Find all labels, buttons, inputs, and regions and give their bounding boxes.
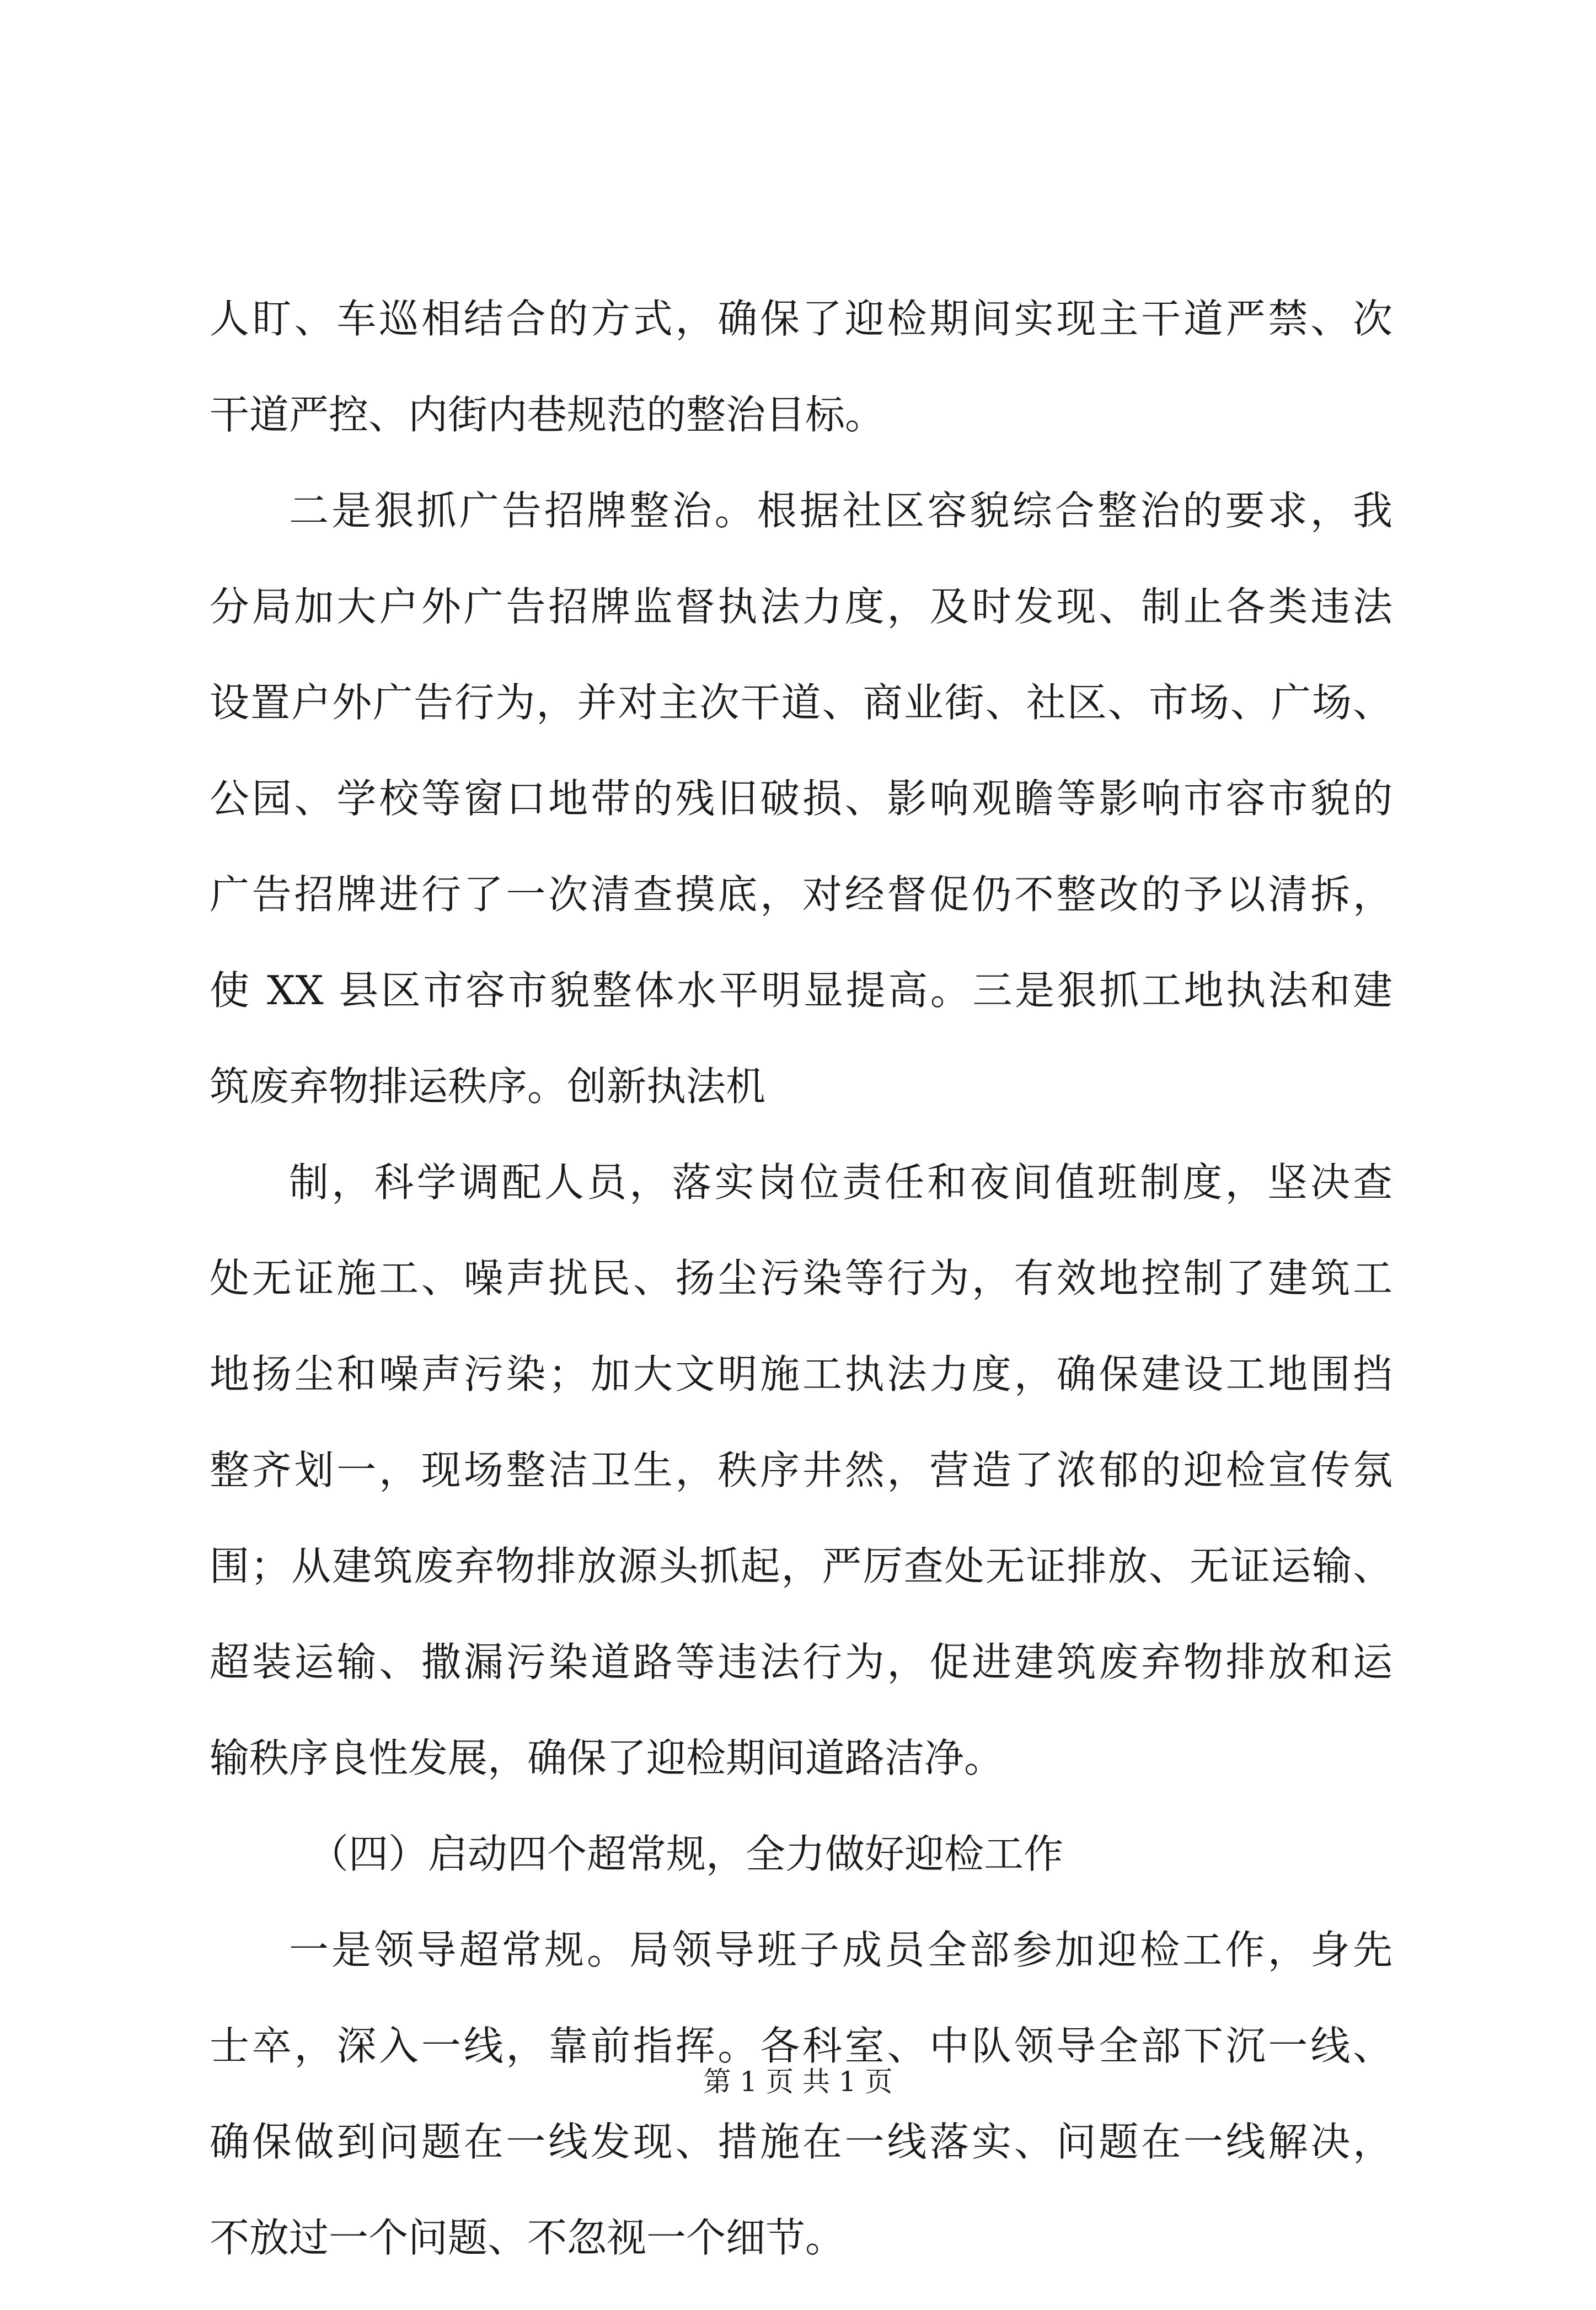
text-line: 筑废弃物排运秩序。创新执法机: [210, 1063, 766, 1110]
text-line: 使 XX 县区市容市貌整体水平明显提高。三是狠抓工地执法和建: [210, 967, 1393, 1014]
text-line: 公园、学校等窗口地带的残旧破损、影响观瞻等影响市容市貌的: [210, 775, 1393, 822]
section-heading: （四）启动四个超常规，全力做好迎检工作: [309, 1831, 1064, 1877]
paragraph-start-line: 制，科学调配人员，落实岗位责任和夜间值班制度，坚决查: [289, 1159, 1393, 1205]
text-line: 干道严控、内街内巷规范的整治目标。: [210, 392, 885, 438]
text-line: 分局加大户外广告招牌监督执法力度，及时发现、制止各类违法: [210, 583, 1393, 630]
paragraph-start-line: 一是领导超常规。局领导班子成员全部参加迎检工作，身先: [289, 1927, 1393, 1973]
text-line: 设置户外广告行为，并对主次干道、商业街、社区、市场、广场、: [210, 679, 1393, 726]
text-line: 围；从建筑废弃物排放源头抓起，严厉查处无证排放、无证运输、: [210, 1543, 1393, 1589]
text-line: 广告招牌进行了一次清查摸底，对经督促仍不整改的予以清拆，: [210, 871, 1393, 918]
text-line: 整齐划一，现场整洁卫生，秩序井然，营造了浓郁的迎检宣传氛: [210, 1447, 1393, 1493]
text-line: 确保做到问题在一线发现、措施在一线落实、问题在一线解决，: [210, 2119, 1393, 2165]
page-number-footer: 第 1 页 共 1 页: [703, 2066, 893, 2098]
text-line: 不放过一个问题、不忽视一个细节。: [210, 2215, 845, 2261]
text-line: 超装运输、撒漏污染道路等违法行为，促进建筑废弃物排放和运: [210, 1639, 1393, 1685]
document-body: [210, 295, 1393, 2310]
text-line: 处无证施工、噪声扰民、扬尘污染等行为，有效地控制了建筑工: [210, 1255, 1393, 1301]
paragraph-start-line: 二是狠抓广告招牌整治。根据社区容貌综合整治的要求，我: [289, 487, 1393, 534]
text-line: 地扬尘和噪声污染；加大文明施工执法力度，确保建设工地围挡: [210, 1351, 1393, 1397]
text-line: 输秩序良性发展，确保了迎检期间道路洁净。: [210, 1735, 1004, 1781]
text-line: 人盯、车巡相结合的方式，确保了迎检期间实现主干道严禁、次: [210, 296, 1393, 342]
text-line: 士卒，深入一线，靠前指挥。各科室、中队领导全部下沉一线、: [210, 2023, 1393, 2069]
